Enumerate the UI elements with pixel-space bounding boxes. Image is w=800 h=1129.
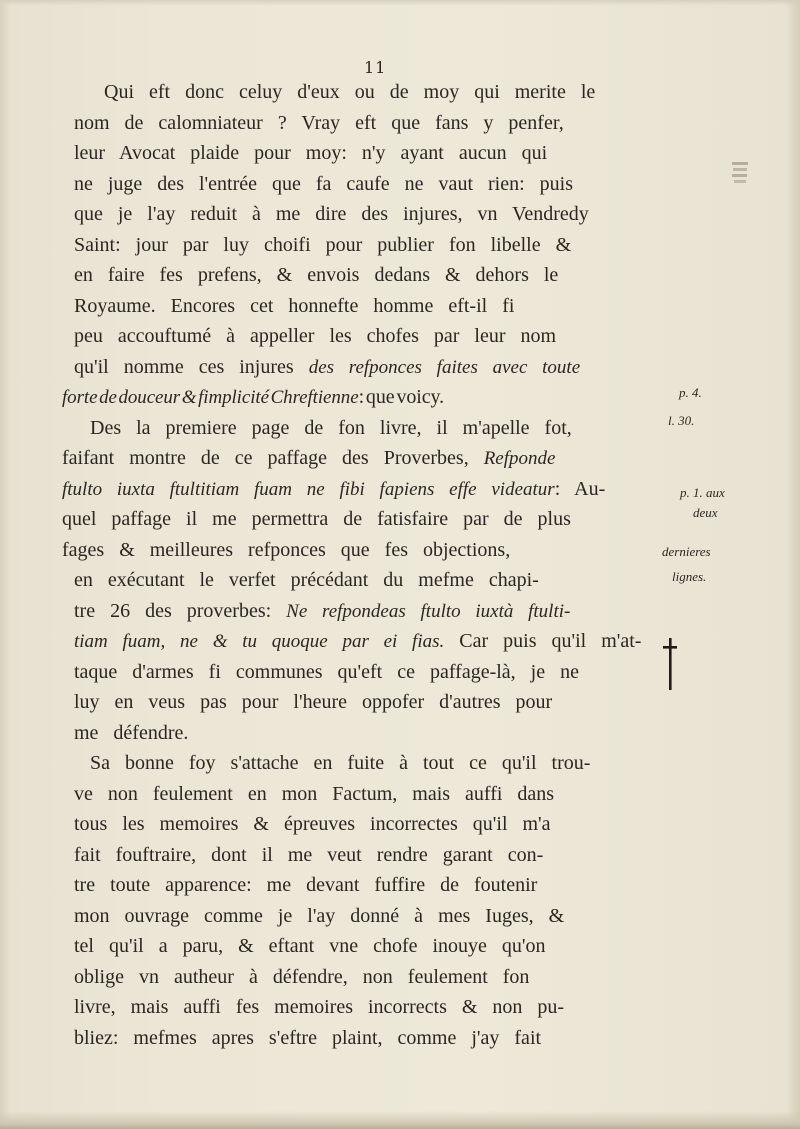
text-line (74, 662, 579, 682)
text-line (74, 296, 514, 316)
text-line (74, 601, 570, 621)
text-line (74, 357, 580, 377)
margin-note: lignes. (672, 569, 707, 584)
text-line (74, 235, 571, 255)
text-segment: Qui eft donc celuy d'eux ou de moy qui merite le (104, 81, 596, 103)
text-segment: en exécutant le verfet précédant du mefme chapi- (74, 569, 539, 591)
text-line (74, 204, 589, 224)
text-line (74, 143, 547, 163)
text-segment: tre 26 des proverbes: (74, 600, 287, 622)
text-line (62, 387, 444, 407)
text-segment: mon ouvrage comme je l'ay donné à mes Iuges, & (74, 905, 565, 927)
text-segment: fages & meilleures refponces que fes objections, (62, 539, 511, 561)
text-line (74, 174, 573, 194)
text-segment: leur Avocat plaide pour moy: n'y ayant aucun qui (74, 142, 548, 164)
text-line (62, 479, 605, 499)
text-line (62, 448, 555, 468)
italic-segment: des refponces faites avec toute (308, 357, 581, 378)
text-segment: ve non feulement en mon Factum, mais auffi dans (74, 783, 555, 805)
text-segment: peu accouftumé à appeller les chofes par leur nom (74, 325, 557, 347)
margin-note: dernieres (662, 544, 711, 559)
text-segment: ne juge des l'entrée que fa caufe ne vaut rien: puis (74, 173, 573, 195)
text-line (74, 936, 546, 956)
margin-note: p. 4. (679, 385, 702, 400)
text-line (74, 906, 564, 926)
text-segment: tous les memoires & épreuves incorrectes qu'il m'a (74, 813, 551, 835)
text-segment: quel paffage il me permettra de fatisfaire par de plus (62, 508, 571, 530)
text-line (74, 723, 188, 743)
text-segment: Sa bonne foy s'attache en fuite à tout ce qu'il trou- (90, 752, 591, 774)
text-segment: qu'il nomme ces injures (74, 356, 309, 378)
text-segment: : que voicy. (358, 386, 445, 408)
italic-segment: Ne refpondeas ftulto iuxtà ftulti- (286, 601, 571, 622)
text-line (74, 967, 529, 987)
text-segment: que je l'ay reduit à me dire des injures, vn Vendredy (74, 203, 589, 225)
text-segment: tel qu'il a paru, & eftant vne chofe inouye qu'on (74, 935, 546, 957)
text-line (74, 631, 641, 651)
text-line (90, 418, 572, 438)
text-segment: nom de calomniateur ? Vray eft que fans y penfer, (74, 112, 564, 134)
text-line (104, 82, 595, 102)
text-line (74, 814, 551, 834)
margin-note: p. 1. aux (680, 485, 725, 500)
text-segment: fait fouftraire, dont il me veut rendre garant con- (74, 844, 544, 866)
page-number: 11 (364, 58, 387, 77)
text-segment: bliez: mefmes apres s'eftre plaint, comme j'ay fait (74, 1027, 542, 1049)
text-segment: Royaume. Encores cet honnefte homme eft-il fi (74, 295, 515, 317)
text-segment: tre toute apparence: me devant fuffire de foutenir (74, 874, 538, 896)
text-segment: faifant montre de ce paffage des Proverbes, (62, 447, 484, 469)
text-line (90, 753, 590, 773)
margin-note: deux (693, 505, 718, 520)
text-line (74, 1028, 541, 1048)
text-segment: oblige vn autheur à défendre, non feulement fon (74, 966, 530, 988)
text-segment: taque d'armes fi communes qu'eft ce paffage-là, je ne (74, 661, 579, 683)
italic-segment: forte de douceur & fimplicité Chreftienne (62, 387, 359, 408)
italic-segment: tiam fuam, ne & tu quoque par ei fias. (74, 631, 445, 652)
text-line (74, 997, 564, 1017)
text-segment: Des la premiere page de fon livre, il m'apelle fot, (90, 417, 572, 439)
text-line (74, 784, 554, 804)
text-segment: en faire fes prefens, & envois dedans & dehors le (74, 264, 559, 286)
text-line (74, 875, 537, 895)
text-line (74, 692, 552, 712)
italic-segment: Refponde (483, 448, 556, 469)
text-line (74, 845, 543, 865)
text-segment: Saint: jour par luy choifi pour publier fon libelle & (74, 234, 572, 256)
text-segment: livre, mais auffi fes memoires incorrects & non pu- (74, 996, 565, 1018)
text-line (62, 540, 510, 560)
text-segment: : Au- (554, 478, 606, 500)
text-line (62, 509, 571, 529)
italic-segment: ftulto iuxta ftultitiam fuam ne fibi fapiens effe videatur (62, 479, 555, 500)
dagger-mark-icon (660, 636, 680, 692)
margin-note: l. 30. (668, 413, 695, 428)
text-segment: luy en veus pas pour l'heure oppofer d'autres pour (74, 691, 553, 713)
text-line (74, 265, 558, 285)
text-segment: Car puis qu'il m'at- (444, 630, 642, 652)
text-line (74, 570, 539, 590)
text-segment: me défendre. (74, 722, 189, 744)
text-line (74, 326, 556, 346)
text-line (74, 113, 564, 133)
